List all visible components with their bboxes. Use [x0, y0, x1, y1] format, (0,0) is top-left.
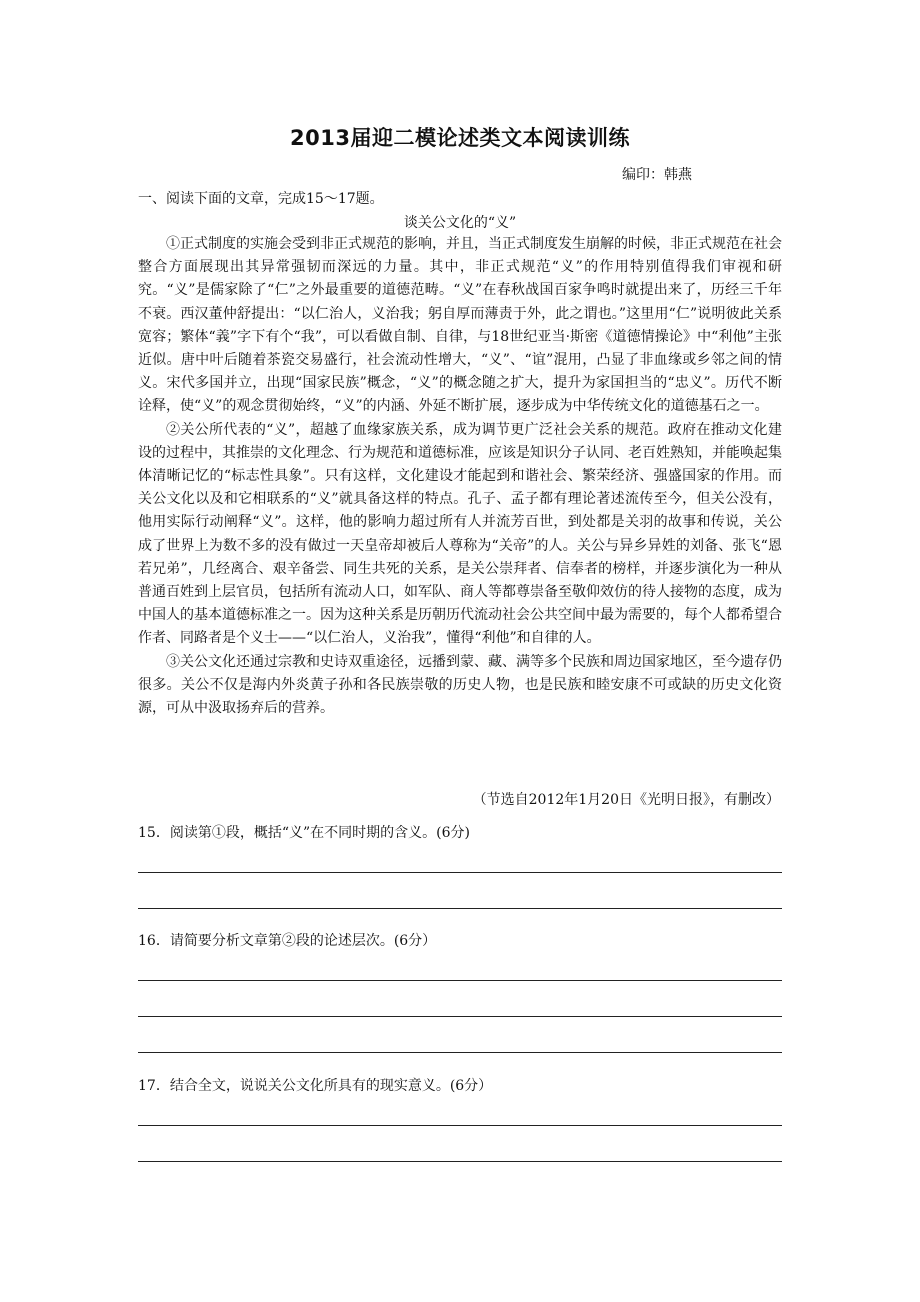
article-body: [138, 233, 782, 720]
article-title: 谈关公文化的“义”: [403, 215, 517, 231]
answer-line[interactable]: [138, 872, 782, 873]
paragraph-3: ③关公文化还通过宗教和史诗双重途径，远播到蒙、藏、满等多个民族和周边国家地区，至今遗存仍很多。关公不仅是海内外炎黄子孙和各民族崇敬的历史人物，也是民族和睦安康不可或缺的历史文化资源，可从中汲取扬弃后的营养。: [138, 653, 782, 717]
answer-line[interactable]: [138, 908, 782, 909]
article-source: （节选自2012年1月20日《光明日报》，有删改）: [472, 792, 780, 808]
paragraph-2: ②关公所代表的“义”，超越了血缘家族关系，成为调节更广泛社会关系的规范。政府在推动文化建设的过程中，其推崇的文化理念、行为规范和道德标准，应该是知识分子认同、老百姓熟知，并能唤起集体清晰记忆的“标志性具象”。只有这样，文化建设才能起到和谐社会、繁荣经济、强盛国家的作用。而关公文化以及和它相联系的“义”就具备这样的特点。孔子、孟子都有理论著述流传至今，但关公没有，他用实际行动阐释“义”。这样，他的影响力超过所有人并流芳百世，到处都是关羽的故事和传说，关公成了世界上为数不多的没有做过一天皇帝却被后人尊称为“关帝”的人。关公与异乡异姓的刘备、张飞“恩若兄弟”，几经离合、艰辛备尝、同生共死的关系，是关公崇拜者、信奉者的榜样，并逐步演化为一种从普通百姓到上层官员，包括所有流动人口，如军队、商人等都尊崇备至敬仰效仿的待人接物的态度，成为中国人的基本道德标准之一。因为这种关系是历朝历代流动社会公共空间中最为需要的，每个人都希望合作者、同路者是个义士——“以仁治人，义治我”，懂得“利他”和自律的人。: [138, 421, 782, 647]
paragraph-1: ①正式制度的实施会受到非正式规范的影响，并且，当正式制度发生崩解的时候，非正式规范在社会整合方面展现出其异常强韧而深远的力量。其中，非正式规范“义”的作用特别值得我们审视和研究。“义”是儒家除了“仁”之外最重要的道德范畴。“义”在春秋战国百家争鸣时就提出来了，历经三千年不衰。西汉董仲舒提出：“以仁治人，义治我；躬自厚而薄责于外，此之谓也。”这里用“仁”说明彼此关系宽容；繁体“義”字下有个“我”，可以看做自制、自律，与18世纪亚当·斯密《道德情操论》中“利他”主张近似。唐中叶后随着茶瓷交易盛行，社会流动性增大，“义”、“谊”混用，凸显了非血缘或乡邻之间的情义。宋代多国并立，出现“国家民族”概念，“义”的概念随之扩大，提升为家国担当的“忠义”。历代不断诠释，使“义”的观念贯彻始终，“义”的内涵、外延不断扩展，逐步成为中华传统文化的道德基石之一。: [138, 236, 782, 415]
question-15: 15．阅读第①段，概括“义”在不同时期的含义。(6分): [138, 825, 470, 841]
page-title: 2013届迎二模论述类文本阅读训练: [290, 126, 630, 150]
answer-line[interactable]: [138, 1052, 782, 1053]
section-instruction: 一、阅读下面的文章，完成15～17题。: [138, 191, 384, 207]
answer-line[interactable]: [138, 1161, 782, 1162]
question-17: 17．结合全文，说说关公文化所具有的现实意义。(6分）: [138, 1078, 493, 1094]
answer-line[interactable]: [138, 1125, 782, 1126]
editor-credit: 编印：韩燕: [622, 167, 692, 183]
answer-line[interactable]: [138, 980, 782, 981]
answer-line[interactable]: [138, 1016, 782, 1017]
question-16: 16．请简要分析文章第②段的论述层次。(6分）: [138, 933, 437, 949]
